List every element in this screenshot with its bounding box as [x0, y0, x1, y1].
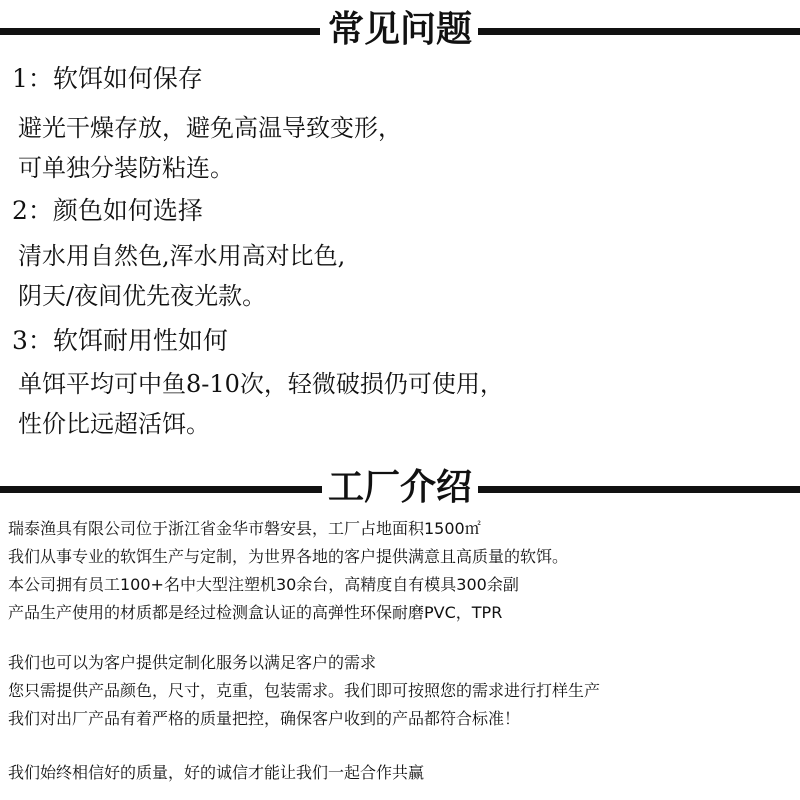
faq-question-1: 1：软饵如何保存	[12, 64, 203, 93]
factory-paragraph-1-line-2: 我们从事专业的软饵生产与定制，为世界各地的客户提供满意且高质量的软饵。	[8, 547, 569, 566]
factory-paragraph-2-line-3: 我们对出厂产品有着严格的质量把控，确保客户收到的产品都符合标准！	[8, 709, 521, 728]
faq-header-text: 常见问题	[322, 8, 478, 50]
faq-answer-1-line-1: 避光干燥存放，避免高温导致变形，	[18, 114, 402, 142]
faq-answer-3	[18, 364, 504, 444]
faq-answer-3-line-2: 性价比远超活饵。	[18, 410, 210, 438]
factory-paragraph-2	[8, 652, 600, 730]
faq-header	[0, 4, 800, 54]
factory-paragraph-1-line-4: 产品生产使用的材质都是经过检测盒认证的高弹性环保耐磨PVC，TPR	[8, 603, 503, 622]
faq-answer-1	[18, 108, 402, 188]
factory-header-title	[0, 462, 800, 512]
factory-header	[0, 462, 800, 512]
factory-paragraph-1-line-1: 瑞泰渔具有限公司位于浙江省金华市磐安县，工厂占地面积1500㎡	[8, 519, 481, 538]
factory-paragraph-1-line-3: 本公司拥有员工100+名中大型注塑机30余台，高精度自有模具300余副	[8, 575, 519, 594]
faq-answer-2-line-1: 清水用自然色,浑水用高对比色,	[18, 242, 346, 270]
faq-question-3: 3：软饵耐用性如何	[12, 326, 228, 355]
factory-closing: 我们始终相信好的质量，好的诚信才能让我们一起合作共赢	[8, 763, 425, 782]
factory-paragraph-2-line-1: 我们也可以为客户提供定制化服务以满足客户的需求	[8, 653, 377, 672]
faq-header-title	[0, 4, 800, 54]
faq-question-2: 2：颜色如何选择	[12, 196, 203, 225]
factory-paragraph-1	[8, 518, 568, 624]
factory-header-text: 工厂介绍	[322, 466, 478, 508]
faq-answer-2-line-2: 阴天/夜间优先夜光款。	[18, 282, 267, 310]
faq-answer-3-line-1: 单饵平均可中鱼8-10次，轻微破损仍可使用，	[18, 370, 504, 398]
faq-answer-1-line-2: 可单独分装防粘连。	[18, 154, 234, 182]
factory-paragraph-2-line-2: 您只需提供产品颜色，尺寸，克重，包装需求。我们即可按照您的需求进行打样生产	[8, 681, 601, 700]
faq-answer-2	[18, 236, 345, 316]
